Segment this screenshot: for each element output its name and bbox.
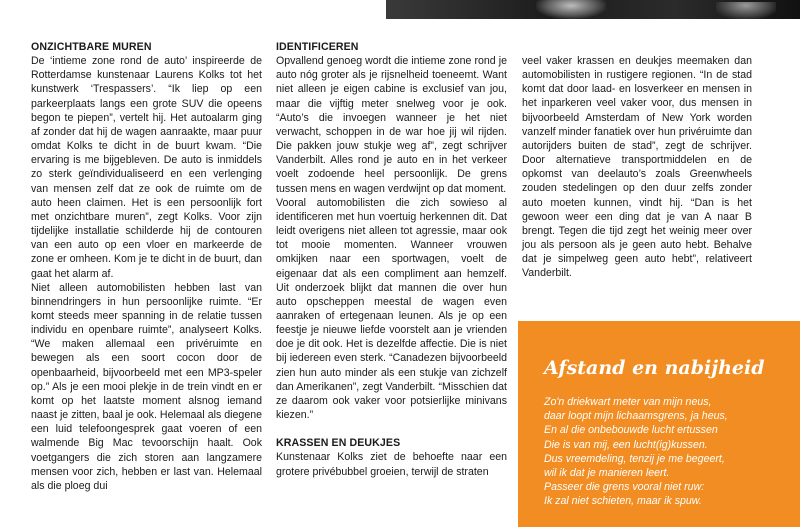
article-column-3 [522,54,752,281]
section-heading-krassen-en-deukjes: KRASSEN EN DEUKJES [276,437,401,450]
poem-line: Dus vreemdeling, tenzij je me begeert, [544,452,725,465]
car-photo [386,0,800,19]
poem-title: Afstand en nabijheid [544,357,765,379]
wheel-reflection [716,2,776,19]
poem-line: wil ik dat je manieren leert. [544,467,670,480]
section-heading-identificeren: IDENTIFICEREN [276,41,359,53]
paragraph: Niet alleen automobilisten hebben last van binnendringers in hun persoonlijke ruimte. “Er komt steeds meer spanning in de relatie tussen individu en openbare ruimte”, analyseert Kolks. “We maken allemaal een privéruimte en bewegen als een soort cocon door de openbaarheid, bijvoorbeeld met een MP3-speler op.” Als je een mooi plekje in de trein vindt en er komt op het laatste moment alsnog iemand naast je zitten, baal je ook. Helemaal als diegene een luid telefoongesprek gaat voeren of een walmende Big Mac tevoorschijn haalt. Ook voetgangers die zich storen aan langzamere mensen voor zich, hebben er last van. Helemaal als die ploeg dui [31,281,262,492]
section-heading-onzichtbare-muren: ONZICHTBARE MUREN [31,41,152,53]
headlight-reflection [536,0,606,19]
poem-line: Passeer die grens vooral niet ruw: [544,481,705,494]
poem-lines [544,395,728,509]
paragraph: veel vaker krassen en deukjes meemaken dan automobilisten in rustigere regionen. “In de stad komt dat door laad- en losverkeer en mensen in het inparkeren veel vaker voor, dus mensen in bijvoorbeeld Amsterdam of New York worden vanzelf minder fanatiek over hun privéruimte dan autorijders buiten de stad”, zegt de schrijver. Door alternatieve transportmiddelen en de opkomst van deelauto’s zoals Greenwheels zouden stedelingen op den duur zelfs zonder auto moeten kunnen, vindt hij. “Dan is het gewoon weer een ding dat je van A naar B brengt. Tegen die tijd zegt het weinig meer over jou als persoon als je geen auto hebt. Behalve dat je simpelweg geen auto hebt”, relativeert Vanderbilt. [522,55,752,280]
paragraph: Kunstenaar Kolks ziet de behoefte naar een grotere privébubbel groeien, terwijl de straten [276,451,507,478]
poem-box [518,321,800,527]
poem-line: Ik zal niet schieten, maar ik spuw. [544,495,702,508]
poem-line: En al die onbebouwde lucht ertussen [544,424,718,437]
paragraph: Vooral automobilisten die zich sowieso al identificeren met hun voertuig herkennen dit. Dat leidt overigens niet alleen tot agressie, maar ook tot mooie momenten. Wanneer vrouwen omkijken naar een sportwagen, voelt de eigenaar dat als een compliment aan hemzelf. Uit onderzoek blijkt dat mannen die over hun auto opscheppen meestal de wagen even aanraken of ertegenaan leunen. Als je op een feestje je nieuwe liefde voorstelt aan je vrienden doe je dit ook. Het is dezelfde affectie. Die is niet bij iedereen even sterk. “Canadezen bijvoorbeeld zien hun auto minder als een stukje van zichzelf dan Amerikanen”, zegt Vanderbilt. “Misschien dat ze daarom ook vaker voor potsierlijke minivans kiezen.” [276,196,507,422]
poem-line: Zo'n driekwart meter van mijn neus, [544,396,712,408]
article-column-1 [31,40,262,493]
article-column-2 [276,40,507,479]
paragraph: Opvallend genoeg wordt die intieme zone rond je auto nóg groter als je rijsnelheid toeneemt. Want niet alleen je eigen cabine is exclusief van jou, maar die vijftig meter snelweg voor je ook. “Auto’s die invoegen wanneer je het niet verwacht, schoppen in de war hoe jij wil rijden. Die pakken jouw stukje weg af”, zegt schrijver Vanderbilt. Alles rond je auto en in het verkeer voelt zodoende heel persoonlijk. De grens tussen mens en wagen verdwijnt op dat moment. [276,55,507,195]
poem-line: Die is van mij, een lucht(ig)kussen. [544,438,708,451]
paragraph: De ‘intieme zone rond de auto’ inspireerde de Rotterdamse kunstenaar Laurens Kolks tot het kunstwerk ‘Trespassers’. “Ik liep op een parkeerplaats langs een grote SUV die opeens begon te piepen”, vertelt hij. Het autoalarm ging af zonder dat hij de wagen aanraakte, maar puur omdat Kolks te dicht in de buurt kwam. “Die ervaring is me bijgebleven. De auto is inmiddels zo sterk geïndividualiseerd en een verlenging van mensen zelf dat ze ook de ruimte om de auto heen claimen. Het is een persoonlijk fort met onzichtbare muren”, zegt Kolks. Voor zijn tijdelijke installatie schilderde hij de contouren van een auto op een vloer en markeerde de zone er omheen. Kom je te dicht in de buurt, dan gaat het alarm af. [31,55,262,280]
poem-line: daar loopt mijn lichaamsgrens, ja heus, [544,410,728,423]
